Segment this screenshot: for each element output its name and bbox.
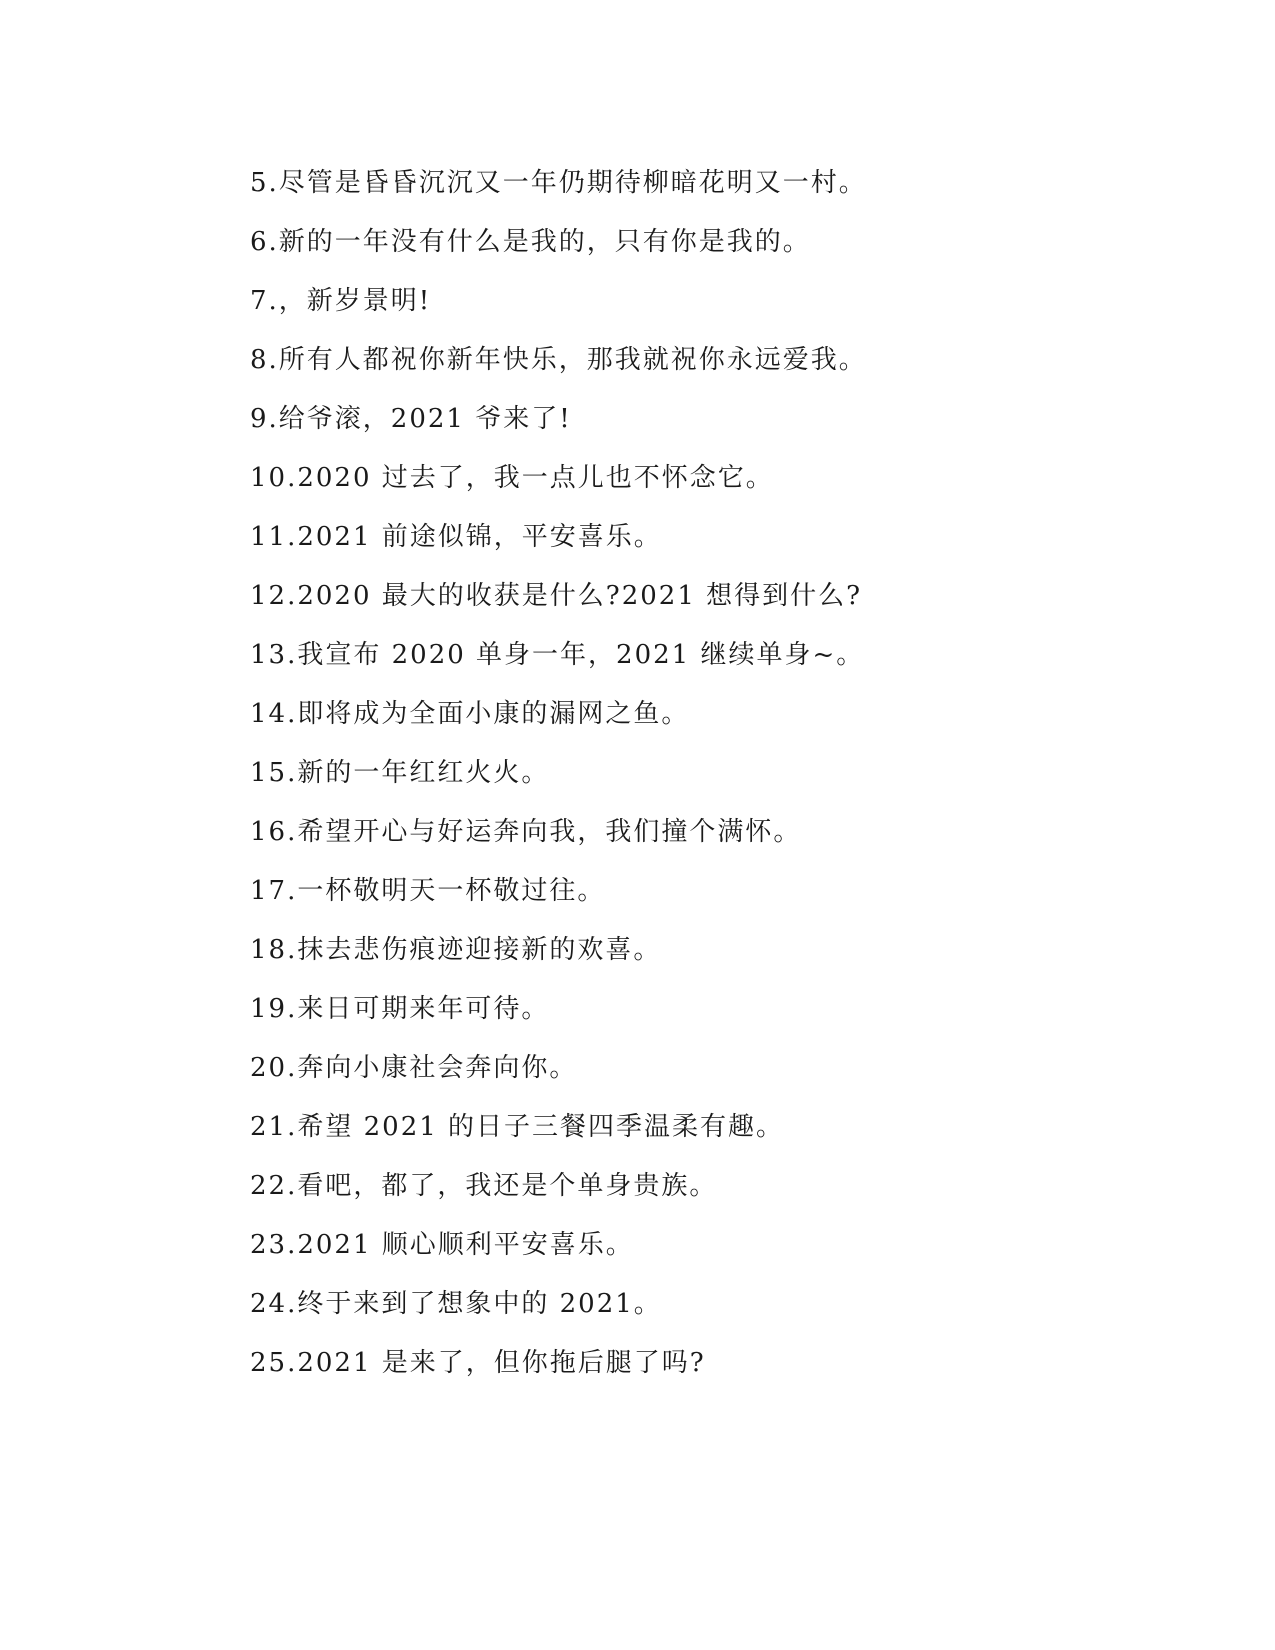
text-line: 11.2021 前途似锦，平安喜乐。 bbox=[250, 522, 662, 552]
text-line: 5.尽管是昏昏沉沉又一年仍期待柳暗花明又一村。 bbox=[250, 168, 867, 198]
text-line: 7.，新岁景明! bbox=[250, 286, 432, 316]
text-line: 13.我宣布 2020 单身一年，2021 继续单身~。 bbox=[250, 640, 865, 670]
text-line: 6.新的一年没有什么是我的，只有你是我的。 bbox=[250, 227, 811, 257]
text-line: 20.奔向小康社会奔向你。 bbox=[250, 1053, 578, 1083]
text-line: 14.即将成为全面小康的漏网之鱼。 bbox=[250, 699, 690, 729]
text-line: 21.希望 2021 的日子三餐四季温柔有趣。 bbox=[250, 1112, 785, 1142]
text-line: 18.抹去悲伤痕迹迎接新的欢喜。 bbox=[250, 935, 662, 965]
text-line: 22.看吧，都了，我还是个单身贵族。 bbox=[250, 1171, 718, 1201]
text-line: 25.2021 是来了，但你拖后腿了吗? bbox=[250, 1348, 706, 1378]
text-line: 8.所有人都祝你新年快乐，那我就祝你永远爱我。 bbox=[250, 345, 867, 375]
text-line: 23.2021 顺心顺利平安喜乐。 bbox=[250, 1230, 634, 1260]
text-line: 12.2020 最大的收获是什么?2021 想得到什么? bbox=[250, 581, 863, 611]
text-line: 24.终于来到了想象中的 2021。 bbox=[250, 1289, 662, 1319]
text-line: 9.给爷滚，2021 爷来了! bbox=[250, 404, 572, 434]
text-line-list bbox=[250, 163, 1150, 1402]
text-line: 15.新的一年红红火火。 bbox=[250, 758, 550, 788]
text-line: 10.2020 过去了，我一点儿也不怀念它。 bbox=[250, 463, 774, 493]
text-line: 19.来日可期来年可待。 bbox=[250, 994, 550, 1024]
text-line: 17.一杯敬明天一杯敬过往。 bbox=[250, 876, 606, 906]
text-line: 16.希望开心与好运奔向我，我们撞个满怀。 bbox=[250, 817, 802, 847]
